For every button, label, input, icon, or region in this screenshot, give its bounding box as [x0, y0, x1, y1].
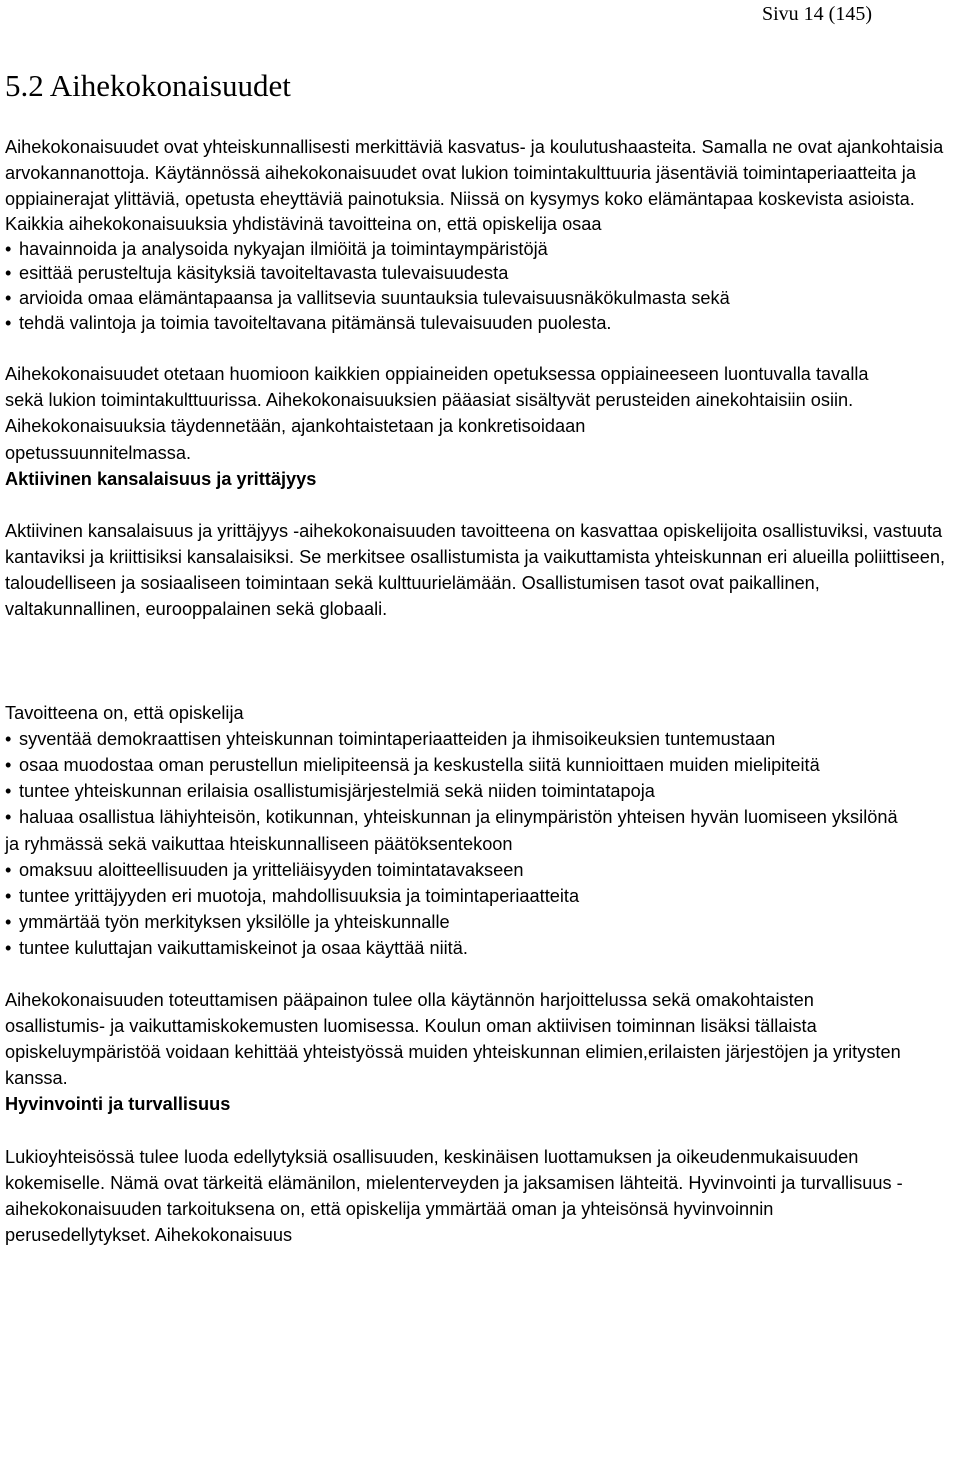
bullet-icon: •	[5, 729, 12, 750]
list-item	[5, 286, 955, 311]
list-item-text: esittää perusteltuja käsityksiä tavoiteltavasta tulevaisuudesta	[19, 263, 509, 284]
list-item	[5, 726, 910, 752]
list-item	[5, 909, 910, 935]
bullet-icon: •	[5, 263, 12, 284]
bullet-icon: •	[5, 312, 12, 333]
list-item-text: osaa muodostaa oman perustellun mielipiteensä ja keskustella siitä kunnioittaen muiden mielipiteitä	[19, 755, 820, 776]
citizenship-goal-text: Tavoitteena on, että opiskelija	[5, 703, 244, 724]
bullet-icon: •	[5, 807, 12, 828]
citizenship-heading: Aktiivinen kansalaisuus ja yrittäjyys	[5, 468, 317, 489]
list-item-text: tuntee yrittäjyyden eri muotoja, mahdollisuuksia ja toimintaperiaatteita	[19, 885, 580, 906]
section-title: 5.2 Aihekokonaisuudet	[5, 68, 291, 103]
wellbeing-heading: Hyvinvointi ja turvallisuus	[5, 1094, 231, 1115]
list-item	[5, 237, 955, 262]
bullet-icon: •	[5, 288, 12, 309]
list-item-text: syventää demokraattisen yhteiskunnan toimintaperiaatteiden ja ihmisoikeuksien tuntemustaan	[19, 729, 776, 750]
list-item-text: tuntee yhteiskunnan erilaisia osallistumisjärjestelmiä sekä niiden toimintatapoja	[19, 781, 655, 802]
list-item-text: tehdä valintoja ja toimia tavoiteltavana pitämänsä tulevaisuuden puolesta.	[19, 312, 612, 333]
bullet-icon: •	[5, 781, 12, 802]
intro-paragraph-2-end: opetussuunnitelmassa.	[5, 442, 192, 463]
list-item	[5, 752, 910, 778]
citizenship-paragraph: Aktiivinen kansalaisuus ja yrittäjyys -aihekokonaisuuden tavoitteena on kasvattaa opiskelijoita osallistuviksi, vastuuta kantaviksi ja kriittisiksi kansalaisiksi. Se merkitsee osallistumista ja vaikuttamista yhteiskunnan eri alueilla poliittiseen, taloudelliseen ja sosiaaliseen toimintaan sekä kulttuurielämään. Osallistumisen tasot ovat paikallinen, valtakunnallinen, eurooppalainen sekä globaali.	[5, 520, 946, 619]
list-item	[5, 935, 910, 961]
bullet-icon: •	[5, 885, 12, 906]
list-item	[5, 261, 955, 286]
list-item	[5, 857, 910, 883]
list-item-text: tuntee kuluttajan vaikuttamiskeinot ja osaa käyttää niitä.	[19, 937, 468, 958]
intro-paragraph-2: Aihekokonaisuudet otetaan huomioon kaikkien oppiaineiden opetuksessa oppiaineeseen luontuvalla tavalla sekä lukion toimintakulttuurissa. Aihekokonaisuuksien pääasiat sisältyvät perusteiden ainekohtaisiin osiin. Aihekokonaisuuksia täydennetään, ajankohtaistetaan ja konkretisoidaan	[5, 364, 869, 437]
bullet-icon: •	[5, 859, 12, 880]
page-number: Sivu 14 (145)	[762, 3, 872, 25]
citizenship-goal-list	[5, 726, 910, 961]
list-item-text: arvioida omaa elämäntapaansa ja vallitsevia suuntauksia tulevaisuusnäkökulmasta sekä	[19, 288, 730, 309]
list-item-text: haluaa osallistua lähiyhteisön, kotikunnan, yhteiskunnan ja elinympäristön yhteisen hyvän luomiseen yksilönä ja ryhmässä sekä vaikuttaa hteiskunnalliseen päätöksentekoon	[5, 807, 898, 854]
intro-goal-list	[5, 237, 955, 335]
document-body	[5, 134, 955, 1248]
list-item	[5, 311, 955, 336]
list-item-text: ymmärtää työn merkityksen yksilölle ja yhteiskunnalle	[19, 911, 450, 932]
wellbeing-paragraph: Lukioyhteisössä tulee luoda edellytyksiä osallisuuden, keskinäisen luottamuksen ja oikeudenmukaisuuden kokemiselle. Nämä ovat tärkeitä elämänilon, mielenterveyden ja jaksamisen lähteitä. Hyvinvointi ja turvallisuus -aihekokonaisuuden tarkoituksena on, että opiskelija ymmärtää oman ja yhteisönsä hyvinvoinnin perusedellytykset. Aihekokonaisuus	[5, 1146, 903, 1245]
bullet-icon: •	[5, 238, 12, 259]
intro-paragraph: Aihekokonaisuudet ovat yhteiskunnallisesti merkittäviä kasvatus- ja koulutushaasteita. Samalla ne ovat ajankohtaisia arvokannanottoja. Käytännössä aihekokonaisuudet ovat lukion toimintakulttuuria jäsentäviä toimintaperiaatteita ja oppiainerajat ylittäviä, opetusta eheyttäviä painotuksia. Niissä on kysymys koko elämäntapaa koskevista asioista.	[5, 137, 944, 210]
list-item-text: omaksuu aloitteellisuuden ja yritteliäisyyden toimintatavakseen	[19, 859, 524, 880]
list-item-text: havainnoida ja analysoida nykyajan ilmiöitä ja toimintaympäristöjä	[19, 238, 548, 259]
citizenship-paragraph-2: Aihekokonaisuuden toteuttamisen pääpainon tulee olla käytännön harjoittelussa sekä omakohtaisten osallistumis- ja vaikuttamiskokemusten luomisessa. Koulun oman aktiivisen toiminnan lisäksi tällaista opiskeluympäristöä voidaan kehittää yhteistyössä muiden yhteiskunnan elimien,erilaisten järjestöjen ja yritysten kanssa.	[5, 990, 901, 1089]
bullet-icon: •	[5, 755, 12, 776]
list-item	[5, 778, 910, 804]
list-item	[5, 883, 910, 909]
bullet-icon: •	[5, 937, 12, 958]
list-item	[5, 804, 910, 856]
intro-goal-text: Kaikkia aihekokonaisuuksia yhdistävinä tavoitteina on, että opiskelija osaa	[5, 214, 602, 235]
bullet-icon: •	[5, 911, 12, 932]
